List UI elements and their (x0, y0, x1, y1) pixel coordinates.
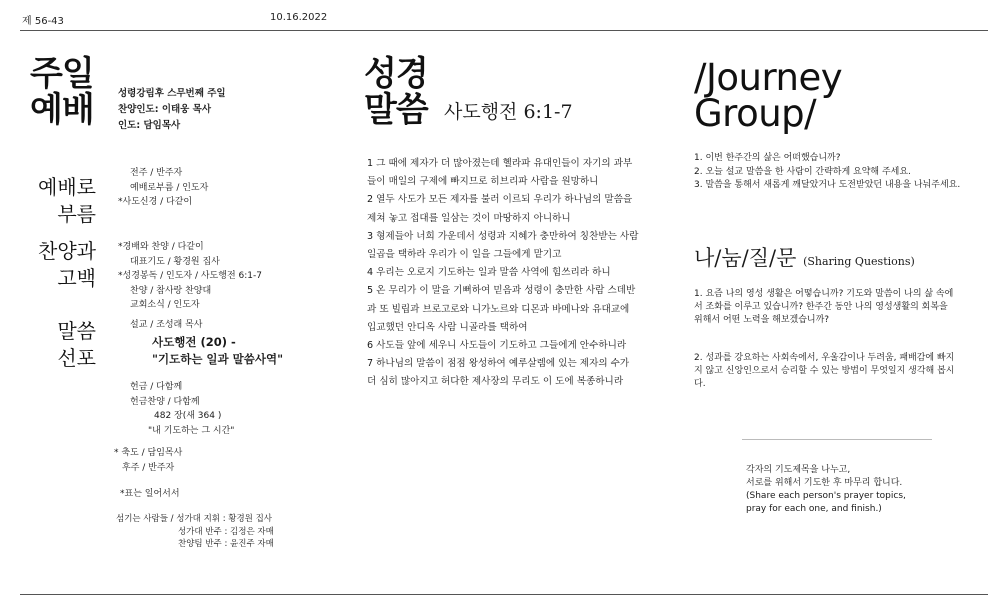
closing-list (114, 446, 182, 475)
list-item: 헌금찬양 / 다함께 (130, 396, 200, 407)
list-item: 교회소식 / 인도자 (130, 300, 200, 310)
list-item: 후주 / 반주자 (122, 462, 175, 473)
order-list-sermon (118, 318, 202, 333)
section-heading-call-to-worship: 예배로 부름 (38, 175, 96, 226)
journey-questions (694, 152, 964, 193)
list-item: *성경봉독 / 인도자 / 사도행전 6:1-7 (118, 271, 262, 281)
list-item: 1. 이번 한주간의 삶은 어떠했습니까? (694, 153, 841, 163)
list-item: 헌금 / 다함께 (130, 382, 183, 392)
scripture-text: 1 그 때에 제자가 더 많아졌는데 헬라파 유대인들이 자기의 과부들이 매일의 구제에 빠지므로 히브리파 사람을 원망하니 2 열두 사도가 모든 제자를 불러 이르되 우리가 하나님의 말씀을 제쳐 놓고 접대를 일삼는 것이 마땅하지 아니하니 3 형제들아 너희 가운데서 성령과 지혜가 충만하여 칭찬받는 사람 일곱을 택하라 우리가 이 일을 그들에게 맡기고 4 우리는 오로지 기도하는 일과 말씀 사역에 힘쓰리라 하니 5 온 무리가 이 말을 기뻐하여 믿음과 성령이 충만한 사람 스데반과 또 빌립과 브로고로와 니가노르와 디몬과 바메나와 유대교에 입교했던 안디옥 사람 니골라를 택하여 6 사도들 앞에 세우니 사도들이 기도하고 그들에게 안수하니라 7 하나님의 말씀이 점점 왕성하여 예루살렘에 있는 제자의 수가 더 심히 많아지고 허다한 제사장의 무리도 이 도에 복종하니라 (367, 158, 639, 388)
offering-list (118, 380, 234, 438)
list-item: 설교 / 조성래 목사 (130, 320, 203, 330)
list-item: 전주 / 반주자 (130, 168, 183, 178)
section-heading-praise: 찬양과 고백 (38, 239, 96, 290)
servers-list: 섬기는 사람들 / 성가대 지휘 : 황경원 집사 성가대 반주 : 김정은 자매 찬양팀 반주 : 윤진주 자매 (116, 514, 274, 549)
list-item: *경배와 찬양 / 다같이 (118, 242, 204, 252)
standing-note: *표는 일어서서 (120, 489, 180, 499)
scripture-title: 성경 말씀 (364, 54, 428, 130)
list-item: 대표기도 / 황경원 집사 (130, 256, 220, 267)
closing-divider (742, 439, 932, 440)
list-item: 3. 말씀을 통해서 새롭게 깨달았거나 도전받았던 내용을 나눠주세요. (694, 180, 961, 190)
hymn-number: 482 장(새 364 ) (154, 411, 222, 421)
sermon-title: 사도행전 (20) - "기도하는 일과 말씀사역" (152, 335, 284, 366)
top-divider (20, 30, 988, 31)
list-item: 찬양 / 참사랑 찬양대 (130, 285, 212, 296)
order-list-praise (118, 240, 262, 313)
bottom-divider (20, 594, 988, 595)
closing-instructions: 각자의 기도제목을 나누고, 서로를 위해서 기도한 후 마무리 합니다. (Share each person's prayer topics, pray for each one, and finish.) (746, 465, 906, 514)
bulletin-date: 10.16.2022 (270, 12, 328, 23)
section-heading-sermon: 말씀 선포 (57, 319, 96, 370)
hymn-title: "내 기도하는 그 시간" (148, 425, 235, 436)
worship-info: 성령강림후 스무번째 주일 찬양인도: 이태웅 목사 인도: 담임목사 (118, 88, 226, 131)
worship-title: 주일 예배 (30, 54, 94, 130)
list-item: 예배로부름 / 인도자 (130, 182, 209, 193)
order-list-call (118, 166, 208, 210)
sharing-question-1: 1. 요즘 나의 영성 생활은 어떻습니까? 기도와 말씀이 나의 삶 속에서 조화를 이루고 있습니까? 한주간 동안 나의 영성생활의 회복을 위해서 어떤 노력을 해보겠습니까? (694, 289, 954, 325)
list-item: 2. 오늘 설교 말씀을 한 사람이 간략하게 요약해 주세요. (694, 166, 911, 177)
sharing-questions-heading: 나/눔/질/문 (Sharing Questions) (694, 246, 915, 270)
list-item: *사도신경 / 다같이 (118, 197, 193, 207)
list-item: * 축도 / 담임목사 (114, 448, 183, 458)
passage-reference: 사도행전 6:1-7 (444, 101, 573, 123)
journey-group-title: /Journey Group/ (694, 56, 843, 135)
issue-number: 제 56-43 (22, 16, 64, 27)
sharing-question-2: 2. 성과를 강요하는 사회속에서, 우울감이나 두려움, 패배감에 빠지지 않고 신앙인으로서 승리할 수 있는 방법이 무엇일지 생각해 봅시다. (694, 353, 955, 389)
